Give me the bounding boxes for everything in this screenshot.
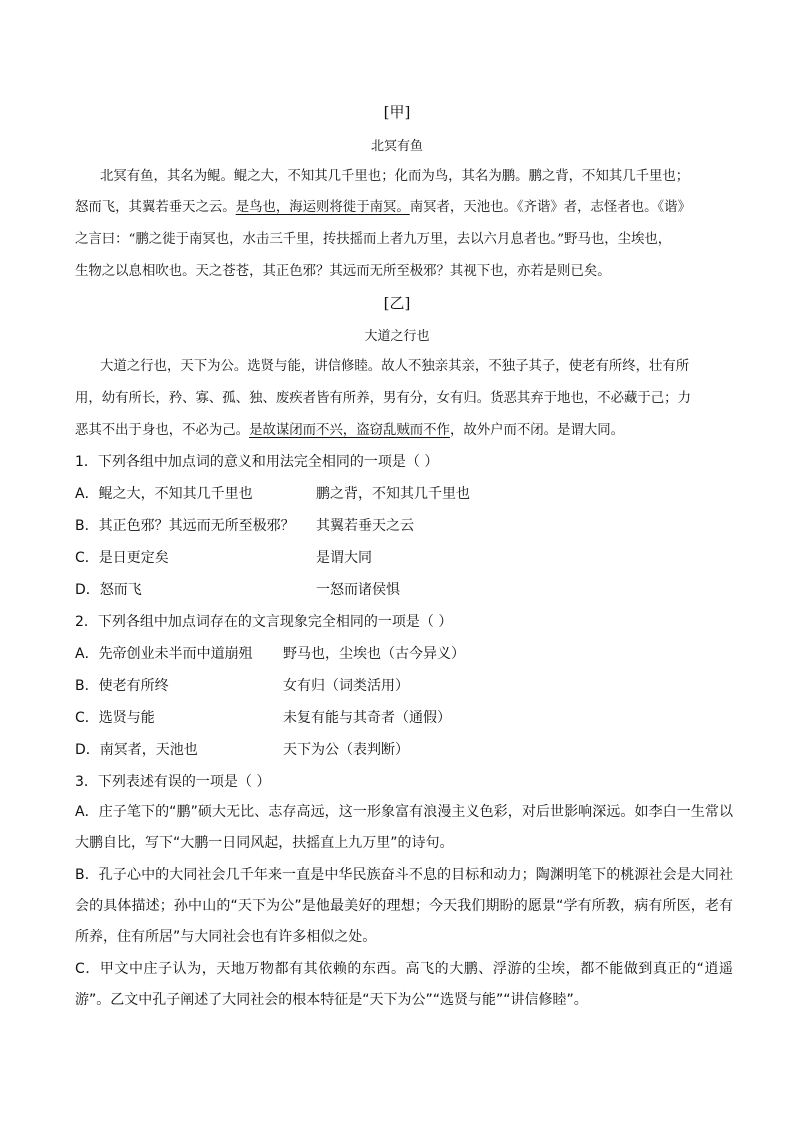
passage-b-marker: [乙] (383, 294, 411, 312)
q2-option-b-right: 女有归（词类活用） (283, 678, 409, 694)
passage-a-line-2 (75, 196, 725, 215)
passage-b-line-3 (75, 419, 725, 438)
q2-option-d-right: 天下为公（表判断） (283, 742, 409, 758)
q1-option-c-right: 是谓大同 (316, 550, 372, 566)
passage-a-line-2-text: 怒而飞，其翼若垂天之云。 (75, 200, 236, 215)
passage-a-line-1: 北冥有鱼，其名为鲲。鲲之大，不知其几千里也；化而为鸟，其名为鹏。鹏之背，不知其几千里也； (100, 169, 690, 184)
q1-option-b-right: 其翼若垂天之云 (316, 518, 414, 534)
question-3-stem: 3．下列表述有误的一项是（ ） (75, 774, 271, 790)
q2-option-c-right: 未复有能与其奇者（通假） (283, 710, 451, 726)
passage-a-line-4: 生物之以息相吹也。天之苍苍，其正色邪？其远而无所至极邪？其视下也，亦若是则已矣。 (75, 264, 611, 279)
passage-a-title: 北冥有鱼 (370, 139, 423, 154)
passage-b-underlined-sentence: 是故谋闭而不兴，盗窃乱贼而不作 (249, 423, 450, 438)
q3-option-a: A．庄子笔下的“鹏”硕大无比、志存高远，这一形象富有浪漫主义色彩，对后世影响深远。如李白一生常以大鹏自比，写下“大鹏一日同风起，扶摇直上九万里”的诗句。 (75, 804, 733, 851)
q2-option-a-left: A．先帝创业未半而中道崩殂 (75, 646, 253, 662)
q2-option-d-left: D．南冥者，天池也 (75, 742, 198, 758)
q1-option-d-left: D．怒而飞 (75, 582, 142, 598)
passage-b-line-2: 用，幼有所长，矜、寡、孤、独、废疾者皆有所养，男有分，女有归。货恶其弃于地也，不必藏于己；力 (75, 391, 691, 406)
passage-a-line-3: 之言曰：“鹏之徙于南冥也，水击三千里，抟扶摇而上者九万里，去以六月息者也。”野马也，尘埃也， (75, 232, 672, 247)
question-2-stem: 2．下列各组中加点词存在的文言现象完全相同的一项是（ ） (75, 614, 453, 630)
passage-a-marker: [甲] (383, 103, 411, 121)
q1-option-a-left: A．鲲之大，不知其几千里也 (75, 486, 253, 502)
passage-b-line-1: 大道之行也，天下为公。选贤与能，讲信修睦。故人不独亲其亲，不独子其子，使老有所终，壮有所 (100, 359, 690, 374)
passage-b-line-3-text: 恶其不出于身也，不必为己。 (75, 423, 250, 438)
passage-a-underlined-sentence: 是鸟也，海运则将徙于南冥。 (235, 200, 410, 215)
passage-b-line-3-tail: ，故外户而不闭。是谓大同。 (449, 423, 625, 438)
q1-option-c-left: C．是日更定矣 (75, 550, 169, 566)
q2-option-a-right: 野马也，尘埃也（古今异义） (283, 646, 465, 662)
q2-option-c-left: C．选贤与能 (75, 710, 155, 726)
q3-option-b: B．孔子心中的大同社会几千年来一直是中华民族奋斗不息的目标和动力；陶渊明笔下的桃源社会是大同社会的具体描述；孙中山的“天下为公”是他最美好的理想；今天我们期盼的愿景“学有所教，病有所医，老有所养，住有所居”与大同社会也有许多相似之处。 (75, 867, 733, 945)
q1-option-a-right: 鹏之背，不知其几千里也 (316, 486, 470, 502)
q1-option-d-right: 一怒而诸侯惧 (316, 582, 400, 598)
q3-option-c: C．甲文中庄子认为，天地万物都有其依赖的东西。高飞的大鹏、浮游的尘埃，都不能做到真正的“逍遥游”。乙文中孔子阐述了大同社会的根本特征是“天下为公”“选贤与能”“讲信修睦”。 (75, 961, 733, 1008)
passage-a-line-2-tail: 南冥者，天池也。《齐谐》者，志怪者也。《谐》 (409, 200, 691, 215)
q2-option-b-left: B．使老有所终 (75, 678, 169, 694)
passage-b-title: 大道之行也 (364, 329, 430, 344)
question-1-stem: 1．下列各组中加点词的意义和用法完全相同的一项是（ ） (75, 454, 439, 470)
q1-option-b-left: B．其正色邪？其远而无所至极邪？ (75, 518, 295, 534)
